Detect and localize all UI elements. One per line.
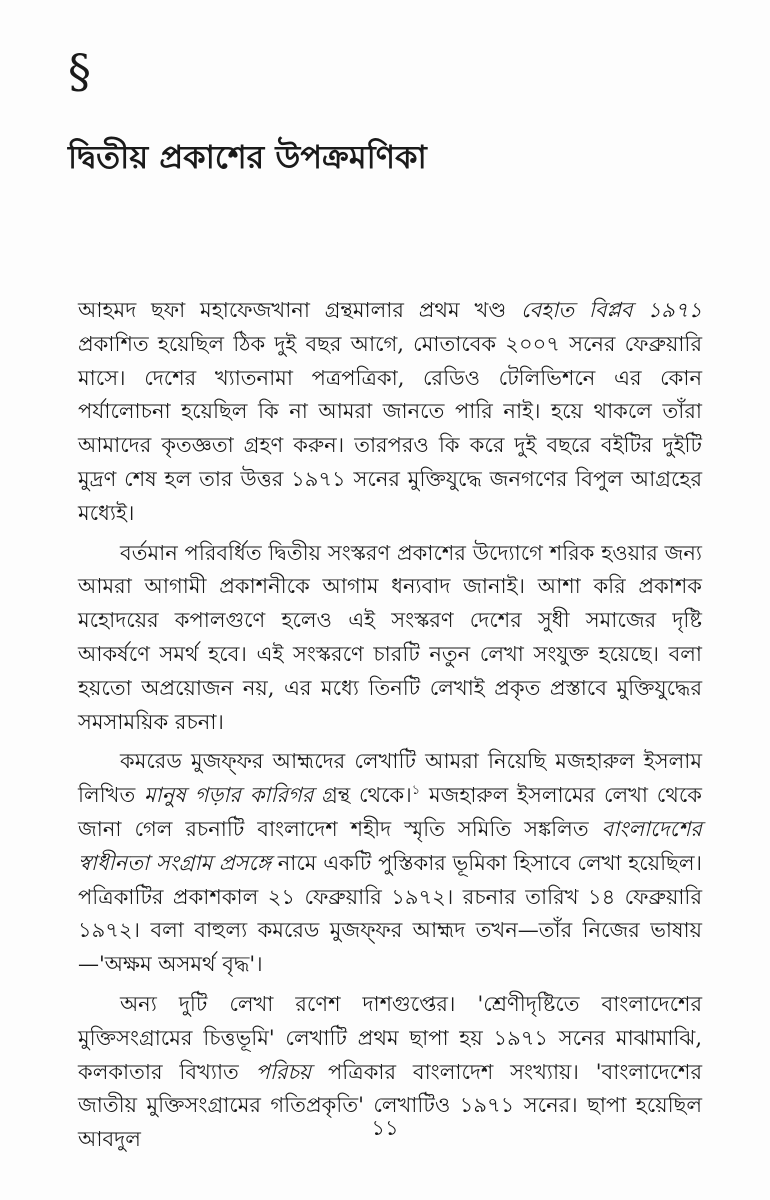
book-title-behat-biplob: বেহাত বিপ্লব ১৯৭১ xyxy=(520,298,702,322)
paragraph-3 xyxy=(78,745,702,982)
paragraph-4-text-b: পত্রিকার বাংলাদেশ সংখ্যায়। 'বাংলাদেশের জাতীয় মুক্তিসংগ্রামের গতিপ্রকৃতি' লেখাটিও ১৯৭১ সনের। ছাপা হয়েছিল আবদুল xyxy=(78,1059,702,1152)
paragraph-1-text-b: প্রকাশিত হয়েছিল ঠিক দুই বছর আগে, মোতাবেক ২০০৭ সনের ফেব্রুয়ারি মাসে। দেশের খ্যাতনামা পত্রপত্রিকা, রেডিও টেলিভিশনে এর কোন পর্যালোচনা হয়েছিল কি না আমরা জানতে পারি নাই। হয়ে থাকলে তাঁরা আমাদের কৃতজ্ঞতা গ্রহণ করুন। তারপরও কি করে দুই বছরে বইটির দুইটি মুদ্রণ শেষ হল তার উত্তর ১৯৭১ সনের মুক্তিযুদ্ধে জনগণের বিপুল আগ্রহের মধ্যেই। xyxy=(78,331,702,525)
paragraph-3-text-a: কমরেড মুজফ্ফর আহ্মদের লেখাটি আমরা নিয়েছি মজহারুল ইসলাম লিখিত xyxy=(78,749,702,808)
book-title-manush-gorar-karigor: মানুষ গড়ার কারিগর xyxy=(143,783,314,808)
body-text xyxy=(78,294,702,1163)
paragraph-1 xyxy=(78,294,702,531)
book-title-swadhinata-songram: বাংলাদেশের স্বাধীনতা সংগ্রাম প্রসঙ্গে xyxy=(78,816,702,875)
journal-title-porichoy: পরিচয় xyxy=(255,1059,312,1084)
section-mark: § xyxy=(68,44,91,98)
paragraph-1-text-a: আহমদ ছফা মহাফেজখানা গ্রন্থমালার প্রথম খণ্ড xyxy=(78,298,521,322)
paragraph-3-text-d: নামে একটি পুস্তিকার ভূমিকা হিসাবে লেখা হয়েছিল। পত্রিকাটির প্রকাশকাল ২১ ফেব্রুয়ারি ১৯৭২। রচনার তারিখ ১৪ ফেব্রুয়ারি ১৯৭২। বলা বাহুল্য কমরেড মুজফ্ফর আহ্মদ তখন—তাঁর নিজের ভাষায়—'অক্ষম অসমর্থ বৃদ্ধ'। xyxy=(78,850,702,977)
footnote-marker: ১ xyxy=(411,783,421,799)
paragraph-3-text-c: মজহারুল ইসলামের লেখা থেকে জানা গেল রচনাটি বাংলাদেশ শহীদ স্মৃতি সমিতি সঙ্কলিত xyxy=(78,783,702,841)
page-number: ১১ xyxy=(371,1116,399,1140)
chapter-title: দ্বিতীয় প্রকাশের উপক্রমণিকা xyxy=(68,138,427,176)
paragraph-3-text-b: গ্রন্থ থেকে। xyxy=(313,783,412,808)
paragraph-4-text-a: অন্য দুটি লেখা রণেশ দাশগুপ্তের। 'শ্রেণীদৃষ্টিতে বাংলাদেশের মুক্তিসংগ্রামের চিত্তভূমি' লেখাটি প্রথম ছাপা হয় ১৯৭১ সনের মাঝামাঝি, কলকাতার বিখ্যাত xyxy=(78,991,702,1084)
paragraph-2 xyxy=(78,537,702,740)
paragraph-2-text: বর্তমান পরিবর্ধিত দ্বিতীয় সংস্করণ প্রকাশের উদ্যোগে শরিক হওয়ার জন্য আমরা আগামী প্রকাশনীকে আগাম ধন্যবাদ জানাই। আশা করি প্রকাশক মহোদয়ের কপালগুণে হলেও এই সংস্করণ দেশের সুধী সমাজের দৃষ্টি আকর্ষণে সমর্থ হবে। এই সংস্করণে চারটি নতুন লেখা সংযুক্ত হয়েছে। বলা হয়তো অপ্রয়োজন নয়, এর মধ্যে তিনটি লেখাই প্রকৃত প্রস্তাবে মুক্তিযুদ্ধের সমসাময়িক রচনা। xyxy=(78,540,702,734)
